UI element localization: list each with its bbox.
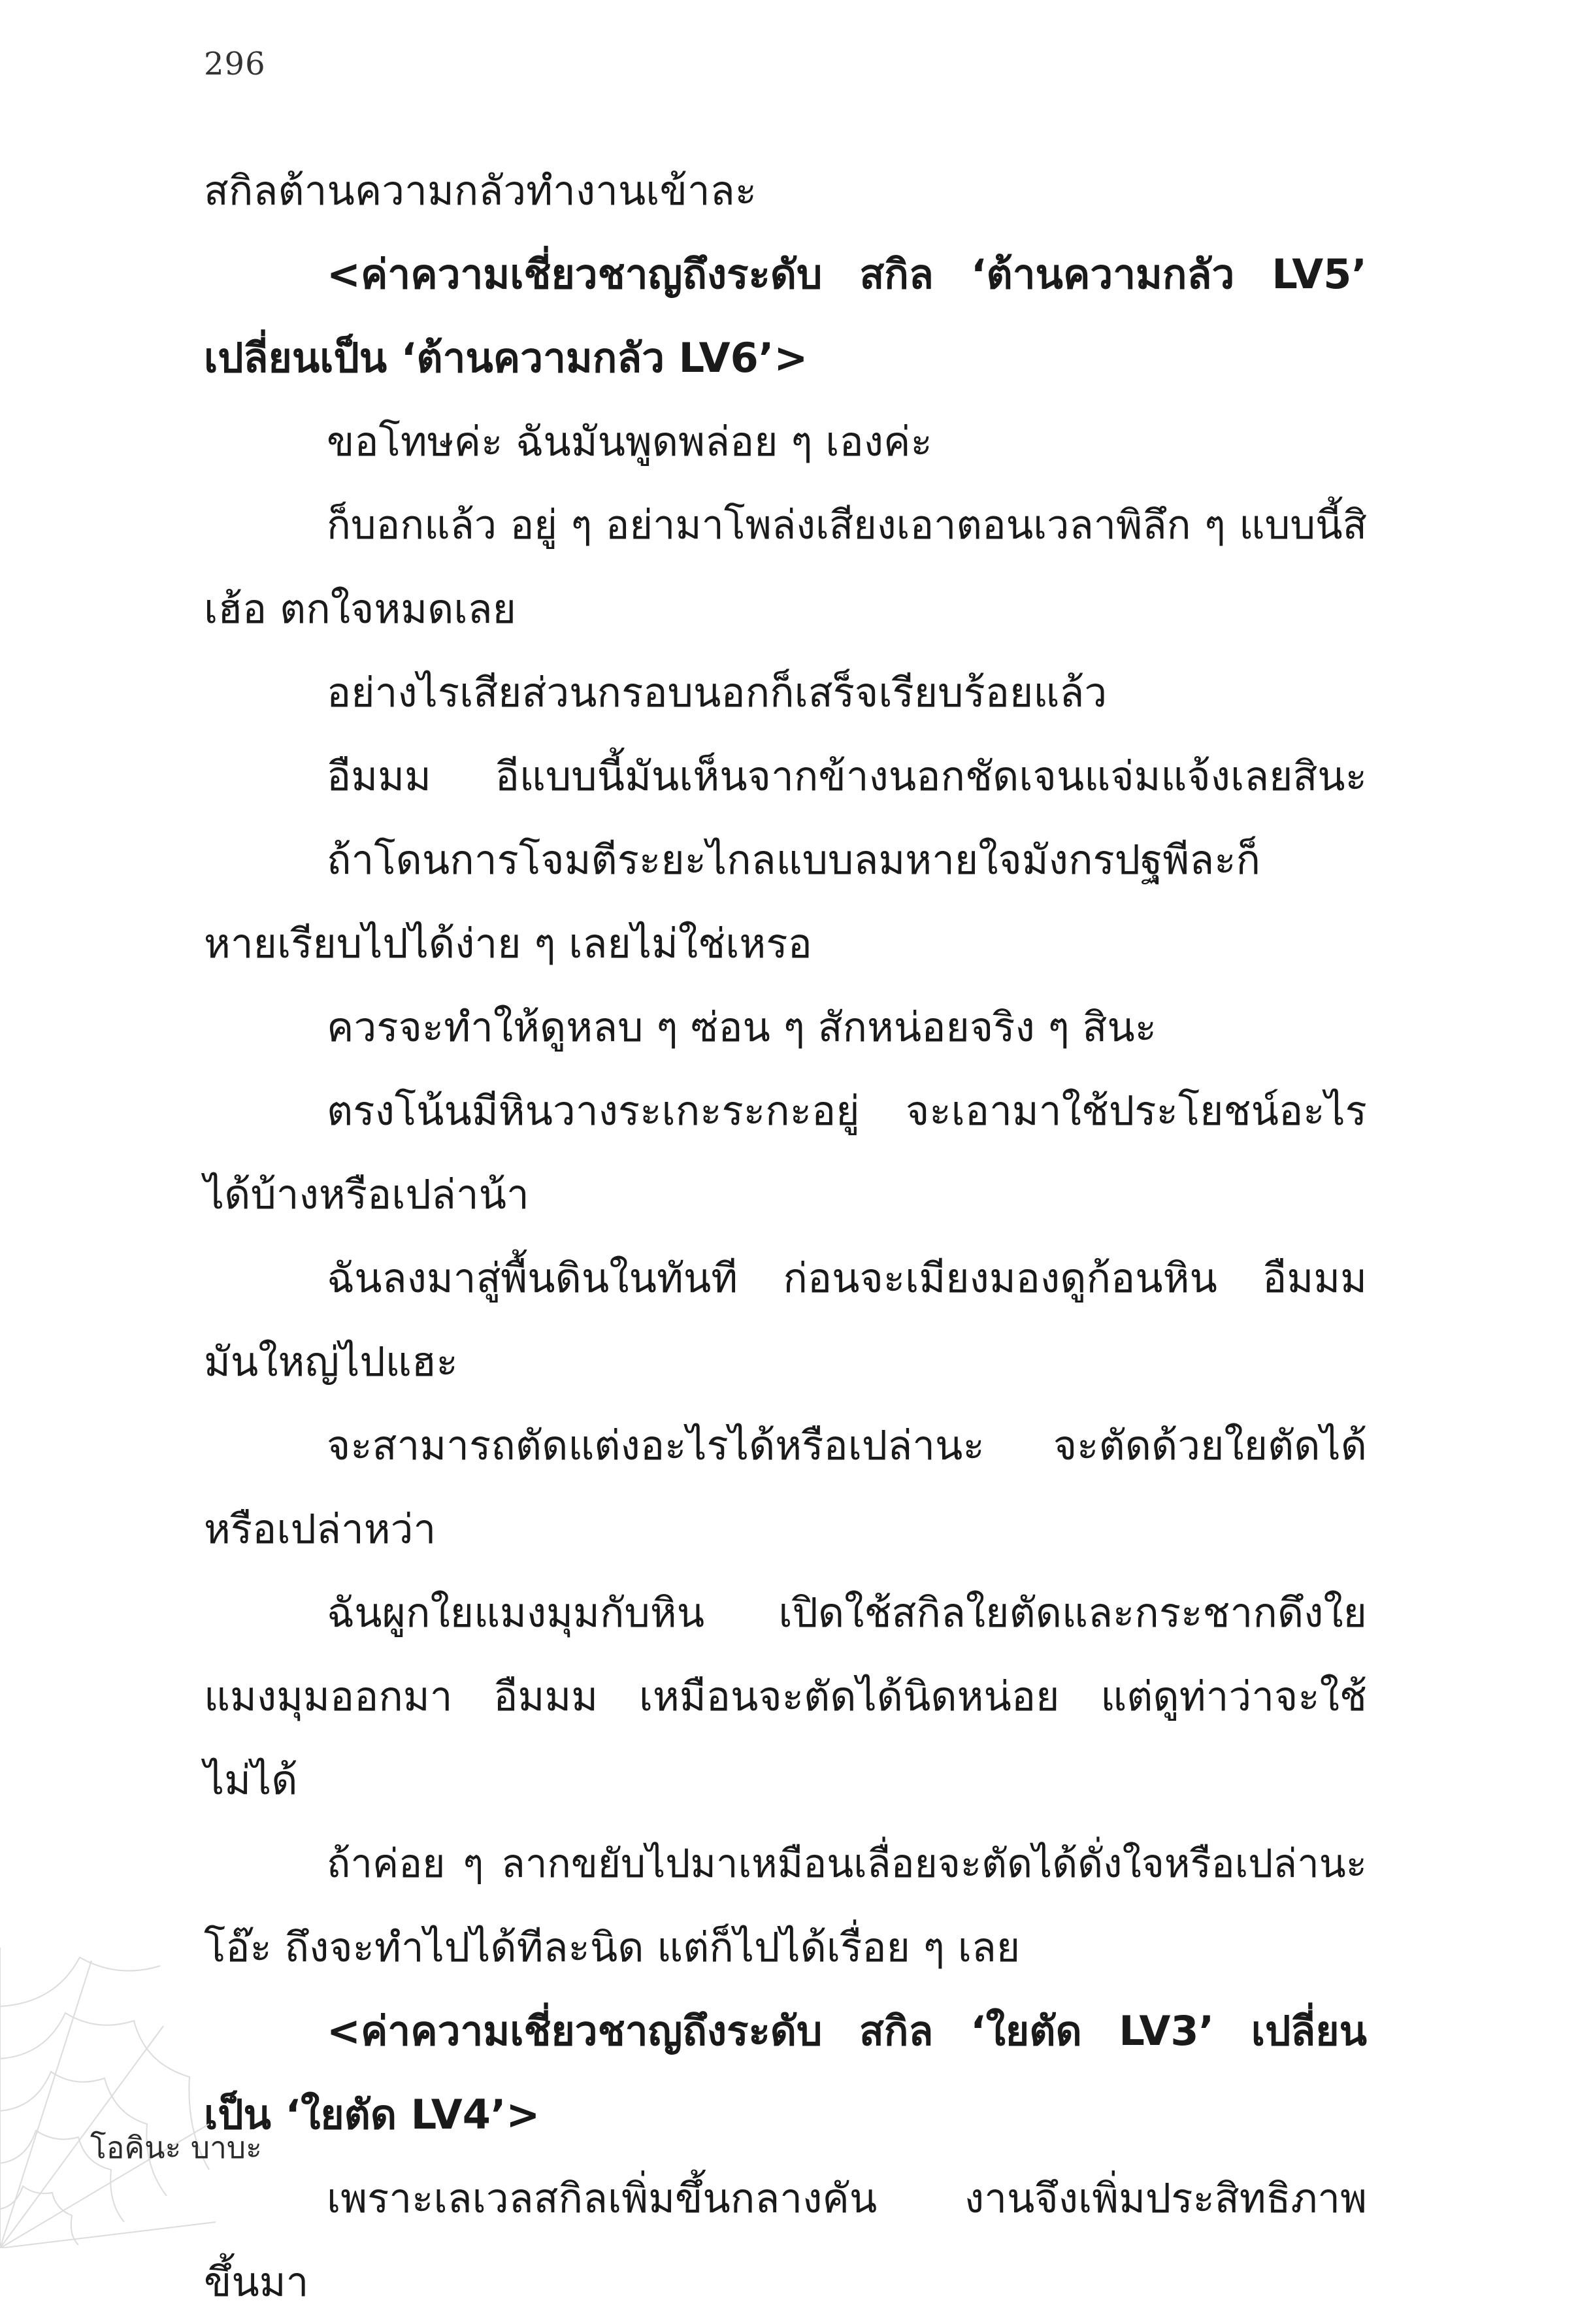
page-number: 296 (204, 46, 266, 82)
system-message-line: <ค่าความเชี่ยวชาญถึงระดับ สกิล ‘ใยตัด LV3’ เปลี่ยน (327, 2007, 1367, 2055)
text-line: ฉันผูกใยแมงมุมกับหิน เปิดใช้สกิลใยตัดและกระชากดึงใย (327, 1589, 1367, 1636)
text-line: เพราะเลเวลสกิลเพิ่มขึ้นกลางคัน งานจึงเพิ่มประสิทธิภาพ (327, 2174, 1367, 2222)
text-line: ได้บ้างหรือเปล่าน้า (204, 1170, 529, 1218)
text-line: อืมมม อีแบบนี้มันเห็นจากข้างนอกชัดเจนแจ่มแจ้งเลยสินะ (327, 752, 1367, 800)
body-text (204, 149, 1367, 2324)
text-line: ไม่ได้ (204, 1756, 298, 1804)
text-line: จะสามารถตัดแต่งอะไรได้หรือเปล่านะ จะตัดด้วยใยตัดได้ (327, 1421, 1367, 1469)
text-line: แมงมุมออกมา อืมมม เหมือนจะตัดได้นิดหน่อย แต่ดูท่าว่าจะใช้ (204, 1672, 1367, 1720)
text-line: สกิลต้านความกลัวทำงานเข้าละ (204, 167, 757, 214)
text-line: หรือเปล่าหว่า (204, 1505, 436, 1553)
system-message-line: <ค่าความเชี่ยวชาญถึงระดับ สกิล ‘ต้านความกลัว LV5’ (327, 250, 1367, 298)
text-line: ถ้าโดนการโจมตีระยะไกลแบบลมหายใจมังกรปฐพีละก็ (327, 836, 1261, 884)
text-line: หายเรียบไปได้ง่าย ๆ เลยไม่ใช่เหรอ (204, 920, 812, 967)
system-message-line: เป็น ‘ใยตัด LV4’> (204, 2091, 540, 2138)
text-line: ตรงโน้นมีหินวางระเกะระกะอยู่ จะเอามาใช้ประโยชน์อะไร (327, 1087, 1367, 1135)
spider-web-decoration (0, 1948, 216, 2248)
text-line: ถ้าค่อย ๆ ลากขยับไปมาเหมือนเลื่อยจะตัดได้ดั่งใจหรือเปล่านะ (327, 1841, 1367, 1887)
text-line: ฉันลงมาสู่พื้นดินในทันที ก่อนจะเมียงมองดูก้อนหิน อืมมม (327, 1254, 1367, 1302)
text-line: อย่างไรเสียส่วนกรอบนอกก็เสร็จเรียบร้อยแล้ว (327, 669, 1108, 716)
text-line: โอ๊ะ ถึงจะทำไปได้ทีละนิด แต่ก็ไปได้เรื่อย ๆ เลย (204, 1923, 1021, 1971)
text-line: เฮ้อ ตกใจหมดเลย (204, 585, 516, 633)
text-line: ก็บอกแล้ว อยู่ ๆ อย่ามาโพล่งเสียงเอาตอนเวลาพิลึก ๆ แบบนี้สิ (327, 502, 1367, 548)
text-line: ขอโทษค่ะ ฉันมันพูดพล่อย ๆ เองค่ะ (327, 418, 932, 465)
system-message-line: เปลี่ยนเป็น ‘ต้านความกลัว LV6’> (204, 334, 808, 382)
text-line: มันใหญ่ไปแฮะ (204, 1338, 458, 1386)
footer-author: โอคินะ บาบะ (90, 2130, 262, 2165)
text-line: ควรจะทำให้ดูหลบ ๆ ซ่อน ๆ สักหน่อยจริง ๆ สินะ (327, 1003, 1157, 1051)
text-line: ขึ้นมา (204, 2258, 309, 2306)
